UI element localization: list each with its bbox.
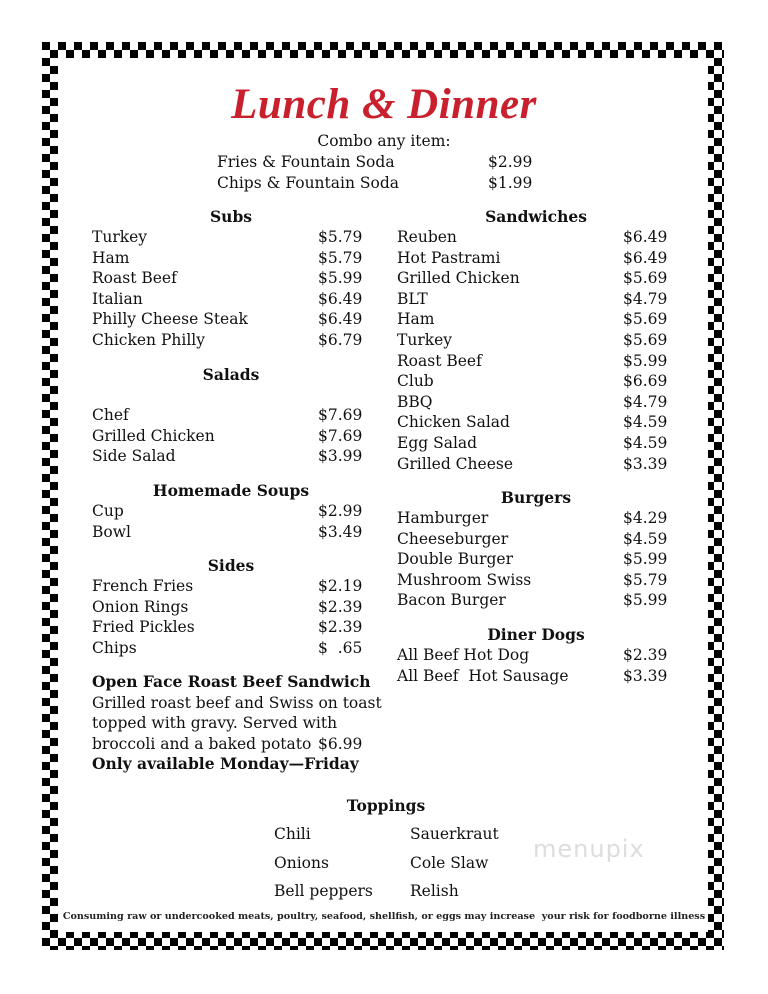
list-item <box>397 227 677 248</box>
burgers-heading: Burgers <box>500 488 572 507</box>
salads-heading: Salads <box>202 365 260 384</box>
item-price: $5.99 <box>623 351 668 370</box>
item-name: Grilled Chicken <box>92 426 215 445</box>
list-item <box>397 454 677 475</box>
list-item <box>92 597 372 618</box>
item-name: Italian <box>92 289 143 308</box>
list-item <box>397 309 677 330</box>
item-price: $ .65 <box>318 638 363 657</box>
special-desc-line: Grilled roast beef and Swiss on toast <box>92 693 382 712</box>
list-item <box>397 570 677 591</box>
item-price: $4.79 <box>623 289 668 308</box>
item-price: $7.69 <box>318 426 363 445</box>
list-item <box>92 522 372 543</box>
item-name: Fried Pickles <box>92 618 195 637</box>
item-price: $5.79 <box>623 570 668 589</box>
topping-item: Bell peppers <box>274 882 373 900</box>
item-price: $4.79 <box>623 392 668 411</box>
item-price: $5.79 <box>318 248 363 267</box>
item-name: Onion Rings <box>92 597 189 616</box>
subs-heading: Subs <box>209 207 253 226</box>
combo-item <box>217 173 537 194</box>
list-item <box>92 227 372 248</box>
sides-heading: Sides <box>207 556 255 575</box>
list-item <box>92 638 372 659</box>
topping-item: Chili <box>274 825 311 843</box>
item-name: Club <box>397 372 434 391</box>
item-price: $4.59 <box>623 433 668 452</box>
item-name: Roast Beef <box>397 351 482 370</box>
item-name: Chef <box>92 406 129 424</box>
sandwiches-heading: Sandwiches <box>485 207 587 226</box>
soups-heading: Homemade Soups <box>152 481 310 500</box>
list-item <box>397 412 677 433</box>
list-item <box>92 426 372 447</box>
item-price: $6.79 <box>318 330 363 349</box>
list-item <box>397 645 677 666</box>
item-name: Reuben <box>397 228 457 246</box>
item-price: $2.99 <box>318 502 363 520</box>
item-price: $5.69 <box>623 330 668 349</box>
item-price: $5.79 <box>318 228 363 246</box>
item-price: $2.39 <box>623 646 668 664</box>
item-name: Bowl <box>92 522 131 541</box>
item-name: Mushroom Swiss <box>397 570 532 589</box>
list-item <box>397 529 677 550</box>
item-price: $6.49 <box>623 248 668 267</box>
list-item <box>92 576 372 597</box>
combo-item <box>217 152 537 173</box>
topping-item: Sauerkraut <box>410 825 499 843</box>
list-item <box>397 289 677 310</box>
item-name: French Fries <box>92 577 194 595</box>
list-item <box>92 309 372 330</box>
item-price: $2.39 <box>318 618 363 637</box>
list-item <box>92 248 372 269</box>
combo-item-price: $2.99 <box>488 153 533 171</box>
item-price: $2.39 <box>318 597 363 616</box>
watermark: menupix <box>533 835 645 863</box>
list-item <box>397 371 677 392</box>
toppings-right-list <box>410 824 540 910</box>
special-availability: Only available Monday—Friday <box>92 754 359 774</box>
list-item <box>397 433 677 454</box>
item-price: $6.69 <box>623 372 668 391</box>
item-name: Cheeseburger <box>397 529 509 548</box>
list-item <box>397 248 677 269</box>
item-name: BLT <box>397 289 428 308</box>
item-name: Roast Beef <box>92 269 177 288</box>
toppings-left-list <box>274 824 404 910</box>
list-item <box>92 268 372 289</box>
menu-title: Lunch & Dinner <box>231 81 537 128</box>
item-name: Bacon Burger <box>397 591 506 610</box>
list-item <box>397 590 677 611</box>
special-block <box>92 672 392 775</box>
footer-disclaimer: Consuming raw or undercooked meats, poultry, seafood, shellfish, or eggs may increase your risk for foodborne illness <box>62 911 706 922</box>
item-price: $3.99 <box>318 447 363 466</box>
list-item <box>397 508 677 529</box>
list-item <box>92 330 372 351</box>
list-item <box>397 330 677 351</box>
topping-item: Cole Slaw <box>410 853 489 872</box>
item-name: Chicken Salad <box>397 413 510 432</box>
combo-heading: Combo any item: <box>317 132 451 150</box>
item-name: Side Salad <box>92 447 176 466</box>
item-price: $6.49 <box>623 228 668 246</box>
item-name: Ham <box>92 248 130 267</box>
topping-item: Onions <box>274 853 329 872</box>
item-name: Chips <box>92 638 137 657</box>
item-price: $4.59 <box>623 529 668 548</box>
item-name: Chicken Philly <box>92 330 205 349</box>
item-price: $5.69 <box>623 269 668 288</box>
topping-item: Relish <box>410 882 459 900</box>
special-price: $6.99 <box>318 734 363 753</box>
item-price: $4.59 <box>623 413 668 432</box>
toppings-heading: Toppings <box>346 796 426 815</box>
list-item <box>92 501 372 522</box>
item-name: Grilled Chicken <box>397 269 520 288</box>
soups-list <box>92 501 372 542</box>
item-name: Double Burger <box>397 550 514 569</box>
item-price: $3.49 <box>318 522 363 541</box>
combo-item-name: Fries & Fountain Soda <box>217 153 395 171</box>
item-price: $6.49 <box>318 289 363 308</box>
burgers-list <box>397 508 677 611</box>
list-item <box>92 446 372 467</box>
list-item <box>92 405 372 426</box>
item-price: $3.39 <box>623 454 668 473</box>
list-item <box>397 268 677 289</box>
item-price: $5.99 <box>318 269 363 288</box>
dogs-heading: Diner Dogs <box>487 625 585 644</box>
list-item <box>397 666 677 687</box>
item-name: Cup <box>92 502 124 520</box>
list-item <box>397 392 677 413</box>
combo-item-name: Chips & Fountain Soda <box>217 173 399 192</box>
dogs-list <box>397 645 677 686</box>
item-name: Ham <box>397 310 435 329</box>
list-item <box>397 549 677 570</box>
special-title: Open Face Roast Beef Sandwich <box>92 672 371 691</box>
item-price: $5.69 <box>623 310 668 329</box>
item-price: $2.19 <box>318 577 363 595</box>
item-price: $5.99 <box>623 550 668 569</box>
item-price: $3.39 <box>623 666 668 685</box>
list-item <box>92 617 372 638</box>
item-price: $6.49 <box>318 310 363 329</box>
list-item <box>92 289 372 310</box>
item-name: Egg Salad <box>397 433 478 452</box>
special-desc-line: broccoli and a baked potato <box>92 734 312 753</box>
item-name: Hot Pastrami <box>397 248 501 267</box>
combo-list <box>217 152 537 193</box>
sandwiches-list <box>397 227 677 474</box>
item-name: Philly Cheese Steak <box>92 310 248 329</box>
item-name: BBQ <box>397 392 433 411</box>
item-name: Grilled Cheese <box>397 454 514 473</box>
list-item <box>397 351 677 372</box>
salads-list <box>92 405 372 467</box>
subs-list <box>92 227 372 351</box>
item-name: All Beef Hot Dog <box>397 646 530 664</box>
item-price: $5.99 <box>623 591 668 610</box>
special-desc-row <box>92 734 392 755</box>
sides-list <box>92 576 372 658</box>
item-price: $7.69 <box>318 406 363 424</box>
combo-item-price: $1.99 <box>488 173 533 192</box>
item-name: Hamburger <box>397 509 489 527</box>
item-name: All Beef Hot Sausage <box>397 666 569 685</box>
item-name: Turkey <box>92 228 148 246</box>
special-desc-line: topped with gravy. Served with <box>92 714 338 733</box>
item-price: $4.29 <box>623 509 668 527</box>
item-name: Turkey <box>397 330 453 349</box>
